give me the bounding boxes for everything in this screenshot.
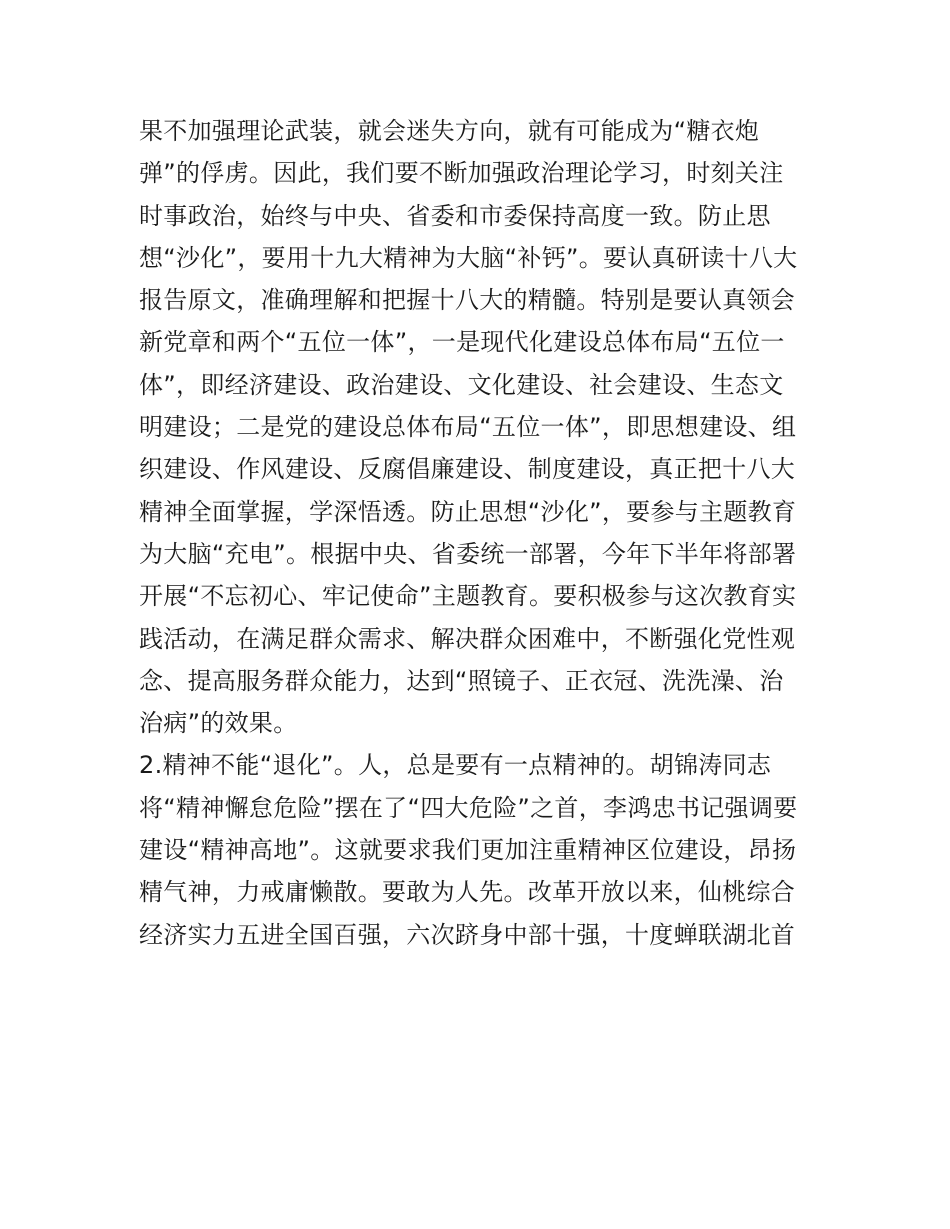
text-line: 建设“精神高地”。这就要求我们更加注重精神区位建设，昂扬 <box>139 836 797 865</box>
text-line: 弹”的俘虏。因此，我们要不断加强政治理论学习，时刻关注 <box>139 159 784 188</box>
text-line: 经济实力五进全国百强，六次跻身中部十强，十度蝉联湖北首 <box>139 920 796 949</box>
text-line: 果不加强理论武装，就会迷失方向，就有可能成为“糖衣炮 <box>139 117 760 145</box>
text-line: 时事政治，始终与中央、省委和市委保持高度一致。防止思 <box>139 201 771 230</box>
text-line: 开展“不忘初心、牢记使命”主题教育。要积极参与这次教育实 <box>139 582 797 611</box>
text-line: 念、提高服务群众能力，达到“照镜子、正衣冠、洗洗澡、治 <box>139 666 784 695</box>
text-line: 将“精神懈怠危险”摆在了“四大危险”之首，李鸿忠书记强调要 <box>139 793 798 822</box>
section-heading-line: 2.精神不能“退化”。人，总是要有一点精神的。胡锦涛同志 <box>139 751 772 780</box>
text-line: 治病”的效果。 <box>139 709 298 738</box>
body-text <box>139 110 829 956</box>
text-line: 织建设、作风建设、反腐倡廉建设、制度建设，真正把十八大 <box>139 455 796 484</box>
text-line: 为大脑“充电”。根据中央、省委统一部署，今年下半年将部署 <box>139 539 797 568</box>
text-line: 精气神，力戒庸懒散。要敢为人先。改革开放以来，仙桃综合 <box>139 878 796 907</box>
text-line: 精神全面掌握，学深悟透。防止思想“沙化”，要参与主题教育 <box>139 497 797 526</box>
text-line: 践活动，在满足群众需求、解决群众困难中，不断强化党性观 <box>139 624 796 653</box>
text-line: 报告原文，准确理解和把握十八大的精髓。特别是要认真领会 <box>139 286 796 315</box>
text-line: 想“沙化”，要用十九大精神为大脑“补钙”。要认真研读十八大 <box>139 243 798 272</box>
text-line: 新党章和两个“五位一体”，一是现代化建设总体布局“五位一 <box>139 328 785 357</box>
text-line: 明建设；二是党的建设总体布局“五位一体”，即思想建设、组 <box>139 413 797 442</box>
text-line: 体”，即经济建设、政治建设、文化建设、社会建设、生态文 <box>139 370 784 399</box>
